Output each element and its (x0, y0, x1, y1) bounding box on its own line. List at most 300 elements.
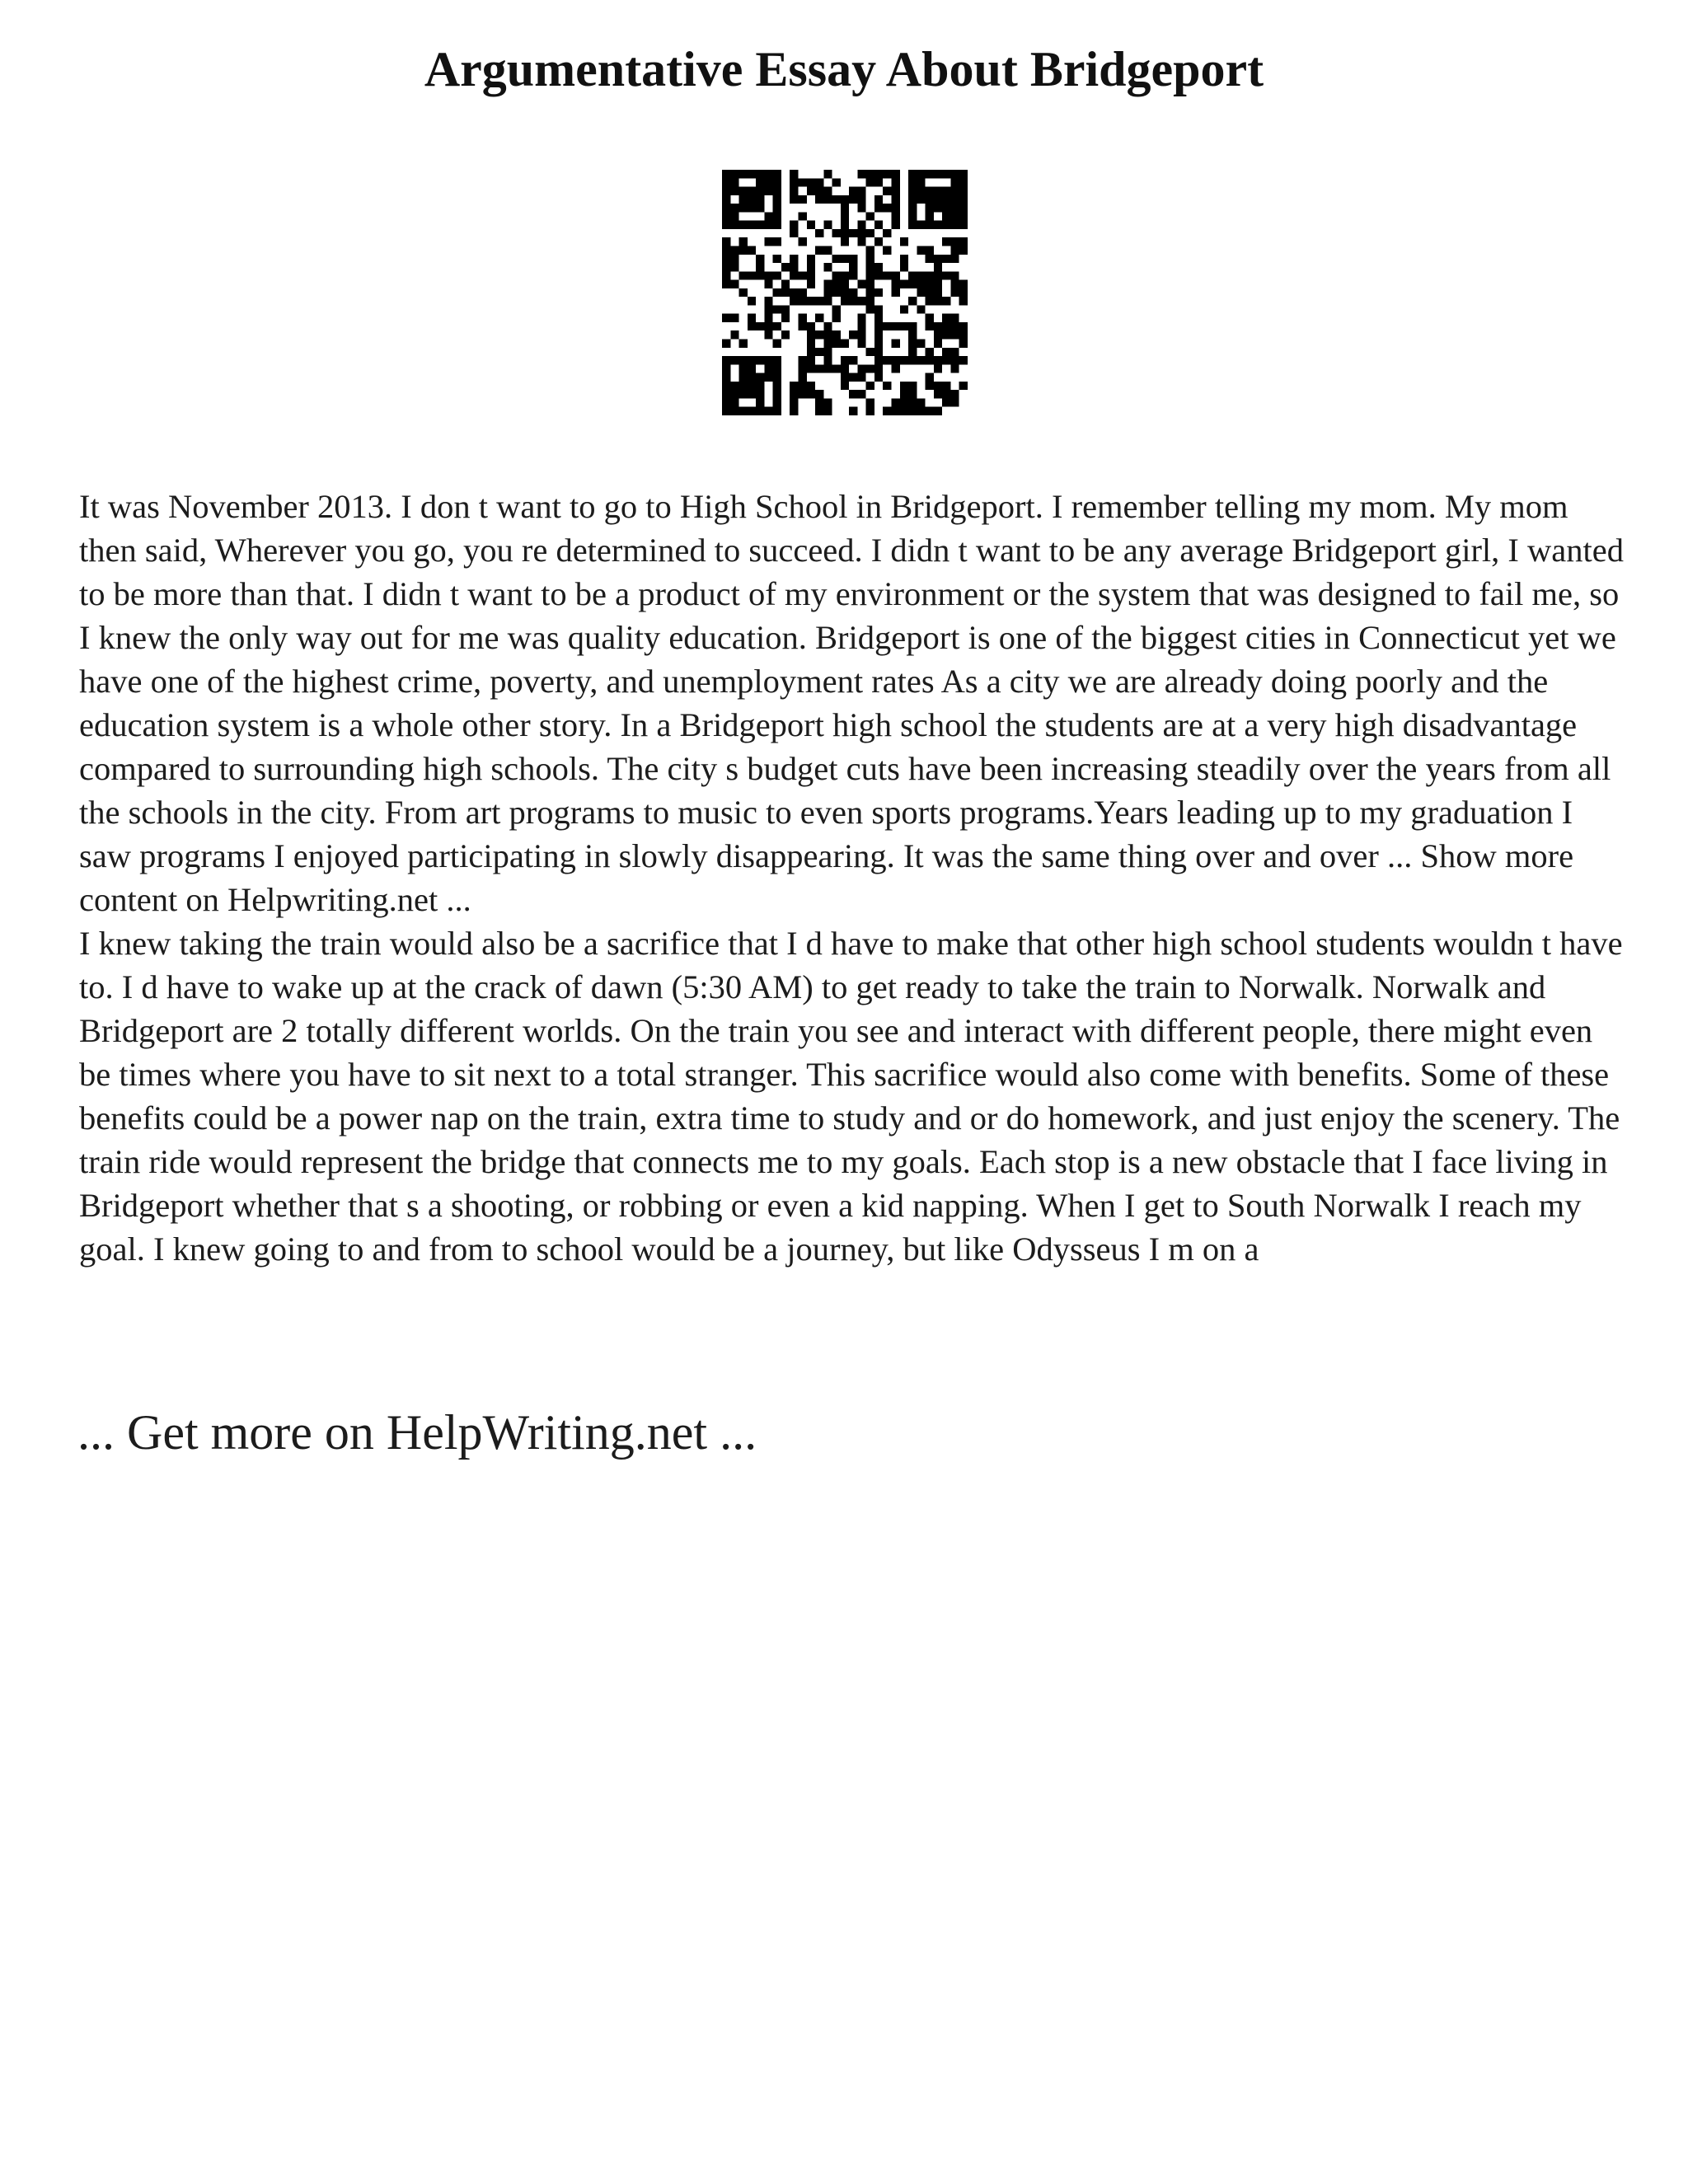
qr-module (823, 356, 832, 364)
qr-module (857, 340, 865, 348)
qr-module (950, 187, 959, 195)
qr-module (756, 407, 764, 415)
qr-module (908, 178, 917, 186)
qr-module (934, 390, 942, 398)
qr-module (739, 364, 748, 373)
qr-module (950, 237, 959, 246)
qr-module (730, 170, 738, 178)
qr-module (908, 398, 917, 406)
qr-module (857, 237, 865, 246)
qr-code[interactable] (722, 170, 968, 415)
qr-module (807, 330, 815, 339)
qr-module (883, 356, 891, 364)
qr-module (722, 271, 730, 279)
qr-module (823, 288, 832, 297)
qr-module (841, 212, 849, 220)
qr-module (849, 229, 857, 237)
qr-module (764, 305, 772, 313)
qr-module (926, 212, 934, 220)
qr-module (950, 178, 959, 186)
qr-module (823, 263, 832, 271)
qr-module (849, 263, 857, 271)
qr-module (959, 204, 968, 212)
qr-module (832, 330, 841, 339)
qr-module (908, 348, 917, 356)
qr-code-graphic (722, 170, 968, 415)
qr-module (748, 221, 756, 229)
qr-module (934, 195, 942, 204)
qr-module (841, 255, 849, 263)
qr-module (790, 382, 798, 390)
qr-module (739, 204, 748, 212)
qr-module (722, 356, 730, 364)
qr-module (934, 322, 942, 330)
qr-module (892, 322, 900, 330)
qr-module (739, 356, 748, 364)
qr-module (841, 340, 849, 348)
qr-module (959, 288, 968, 297)
qr-module (841, 364, 849, 373)
qr-module (959, 356, 968, 364)
qr-module (739, 340, 748, 348)
qr-module (739, 221, 748, 229)
qr-module (934, 280, 942, 288)
qr-module (883, 229, 891, 237)
qr-module (908, 407, 917, 415)
qr-module (722, 204, 730, 212)
qr-module (773, 204, 781, 212)
qr-module (866, 178, 874, 186)
qr-module (764, 221, 772, 229)
qr-module (942, 195, 950, 204)
qr-module (926, 348, 934, 356)
qr-module (832, 288, 841, 297)
qr-module (730, 204, 738, 212)
qr-module (866, 407, 874, 415)
qr-module (866, 364, 874, 373)
qr-module (841, 297, 849, 305)
qr-module (959, 187, 968, 195)
qr-module (756, 204, 764, 212)
qr-module (917, 280, 925, 288)
qr-module (959, 330, 968, 339)
qr-module (773, 178, 781, 186)
qr-module (908, 170, 917, 178)
qr-module (857, 364, 865, 373)
qr-module (756, 398, 764, 406)
qr-module (748, 382, 756, 390)
qr-module (790, 271, 798, 279)
qr-module (892, 364, 900, 373)
qr-module (764, 212, 772, 220)
qr-module (730, 407, 738, 415)
qr-module (781, 330, 790, 339)
qr-module (866, 229, 874, 237)
qr-module (917, 246, 925, 254)
qr-module (756, 382, 764, 390)
qr-module (722, 314, 730, 322)
qr-module (857, 195, 865, 204)
qr-module (934, 297, 942, 305)
qr-module (892, 178, 900, 186)
qr-module (823, 340, 832, 348)
qr-module (900, 382, 908, 390)
qr-module (934, 407, 942, 415)
qr-module (807, 340, 815, 348)
qr-module (959, 340, 968, 348)
qr-module (892, 204, 900, 212)
qr-module (926, 255, 934, 263)
qr-module (773, 288, 781, 297)
qr-module (959, 195, 968, 204)
qr-module (730, 280, 738, 288)
qr-module (790, 255, 798, 263)
qr-module (722, 398, 730, 406)
qr-module (926, 280, 934, 288)
qr-module (883, 407, 891, 415)
qr-module (807, 187, 815, 195)
qr-module (917, 356, 925, 364)
qr-module (773, 212, 781, 220)
qr-module (950, 170, 959, 178)
qr-module (950, 322, 959, 330)
qr-module (950, 212, 959, 220)
get-more-link[interactable]: ... Get more on HelpWriting.net ... (77, 1405, 757, 1460)
qr-module (781, 314, 790, 322)
qr-module (841, 382, 849, 390)
qr-module (849, 373, 857, 382)
qr-module (730, 246, 738, 254)
qr-module (892, 356, 900, 364)
qr-module (874, 364, 883, 373)
qr-module (959, 178, 968, 186)
qr-module (823, 330, 832, 339)
qr-module (807, 263, 815, 271)
qr-module (807, 356, 815, 364)
qr-module (764, 187, 772, 195)
essay-body (79, 485, 1629, 1271)
qr-module (908, 212, 917, 220)
qr-module (764, 322, 772, 330)
qr-module (934, 187, 942, 195)
qr-module (959, 170, 968, 178)
qr-module (823, 398, 832, 406)
qr-module (917, 288, 925, 297)
qr-module (917, 187, 925, 195)
qr-module (781, 280, 790, 288)
qr-module (790, 288, 798, 297)
qr-module (874, 237, 883, 246)
qr-module (874, 170, 883, 178)
qr-module (756, 263, 764, 271)
qr-module (748, 356, 756, 364)
qr-module (892, 407, 900, 415)
qr-module (942, 322, 950, 330)
qr-module (773, 170, 781, 178)
qr-module (790, 263, 798, 271)
qr-module (815, 330, 823, 339)
qr-module (874, 348, 883, 356)
qr-module (832, 314, 841, 322)
qr-module (722, 221, 730, 229)
qr-module (739, 407, 748, 415)
qr-module (756, 356, 764, 364)
qr-module (773, 356, 781, 364)
qr-module (917, 178, 925, 186)
qr-module (748, 407, 756, 415)
qr-module (866, 212, 874, 220)
qr-module (934, 340, 942, 348)
qr-module (739, 373, 748, 382)
qr-module (748, 204, 756, 212)
qr-module (773, 364, 781, 373)
qr-module (857, 297, 865, 305)
qr-module (764, 373, 772, 382)
qr-module (926, 246, 934, 254)
qr-module (823, 348, 832, 356)
qr-module (748, 246, 756, 254)
qr-module (841, 356, 849, 364)
qr-module (849, 297, 857, 305)
qr-module (950, 314, 959, 322)
qr-module (807, 255, 815, 263)
qr-module (748, 364, 756, 373)
qr-module (798, 356, 806, 364)
qr-module (722, 364, 730, 373)
qr-module (748, 195, 756, 204)
qr-module (832, 255, 841, 263)
qr-module (917, 170, 925, 178)
qr-module (874, 305, 883, 313)
qr-module (950, 246, 959, 254)
qr-module (730, 187, 738, 195)
qr-module (849, 195, 857, 204)
qr-module (832, 364, 841, 373)
qr-module (798, 178, 806, 186)
qr-module (722, 340, 730, 348)
qr-module (892, 195, 900, 204)
qr-module (900, 390, 908, 398)
qr-module (908, 195, 917, 204)
qr-module (730, 178, 738, 186)
qr-module (934, 221, 942, 229)
qr-module (790, 407, 798, 415)
qr-module (892, 170, 900, 178)
qr-module (950, 398, 959, 406)
qr-module (950, 255, 959, 263)
qr-module (883, 322, 891, 330)
qr-module (908, 382, 917, 390)
qr-module (832, 178, 841, 186)
qr-module (756, 373, 764, 382)
qr-module (815, 187, 823, 195)
qr-module (781, 288, 790, 297)
qr-module (815, 297, 823, 305)
qr-module (730, 221, 738, 229)
qr-module (892, 221, 900, 229)
qr-module (841, 271, 849, 279)
qr-module (722, 382, 730, 390)
qr-module (926, 314, 934, 322)
qr-module (908, 340, 917, 348)
qr-module (866, 246, 874, 254)
qr-module (874, 204, 883, 212)
qr-module (866, 305, 874, 313)
qr-module (917, 221, 925, 229)
qr-module (823, 187, 832, 195)
qr-module (739, 288, 748, 297)
qr-module (926, 407, 934, 415)
qr-module (900, 237, 908, 246)
qr-module (866, 297, 874, 305)
qr-module (748, 314, 756, 322)
qr-module (730, 255, 738, 263)
qr-module (908, 356, 917, 364)
qr-module (900, 280, 908, 288)
qr-module (790, 178, 798, 186)
qr-module (832, 229, 841, 237)
qr-module (739, 246, 748, 254)
qr-module (874, 178, 883, 186)
qr-module (815, 364, 823, 373)
qr-module (849, 288, 857, 297)
qr-module (917, 398, 925, 406)
qr-module (934, 170, 942, 178)
qr-module (756, 195, 764, 204)
qr-module (730, 382, 738, 390)
qr-module (926, 373, 934, 382)
qr-module (722, 195, 730, 204)
qr-module (950, 195, 959, 204)
qr-module (798, 382, 806, 390)
qr-module (841, 229, 849, 237)
qr-module (790, 229, 798, 237)
qr-module (950, 356, 959, 364)
qr-module (815, 195, 823, 204)
qr-module (764, 237, 772, 246)
qr-module (926, 170, 934, 178)
qr-module (764, 271, 772, 279)
qr-module (773, 390, 781, 398)
qr-module (764, 170, 772, 178)
qr-module (959, 382, 968, 390)
qr-module (883, 204, 891, 212)
qr-module (730, 356, 738, 364)
qr-module (841, 221, 849, 229)
qr-module (926, 187, 934, 195)
qr-module (950, 221, 959, 229)
qr-module (790, 170, 798, 178)
qr-module (900, 407, 908, 415)
qr-module (883, 246, 891, 254)
qr-module (900, 255, 908, 263)
qr-module (739, 187, 748, 195)
qr-module (756, 178, 764, 186)
essay-paragraph-2: I knew taking the train would also be a sacrifice that I d have to make that other high school students wouldn t have to. I d have to wake up at the crack of dawn (5:30 AM) to get ready to take the train to Norwalk. Norwalk and Bridgeport are 2 totally different worlds. On the train you see and interact with different people, there might even be times where you have to sit next to a total stranger. This sacrifice would also come with benefits. Some of these benefits could be a power nap on the train, extra time to study and or do homework, and just enjoy the scenery. The train ride would represent the bridge that connects me to my goals. Each stop is a new obstacle that I face living in Bridgeport whether that s a shooting, or robbing or even a kid napping. When I get to South Norwalk I reach my goal. I knew going to and from to school would be a journey, but like Odysseus I m on a (79, 925, 1623, 1268)
qr-module (900, 305, 908, 313)
qr-module (748, 170, 756, 178)
qr-module (722, 246, 730, 254)
qr-module (773, 382, 781, 390)
qr-module (773, 221, 781, 229)
qr-module (764, 364, 772, 373)
qr-module (756, 187, 764, 195)
qr-module (730, 263, 738, 271)
qr-module (773, 398, 781, 406)
qr-module (815, 348, 823, 356)
qr-module (892, 212, 900, 220)
qr-module (926, 288, 934, 297)
qr-module (959, 246, 968, 254)
qr-module (807, 297, 815, 305)
qr-module (857, 170, 865, 178)
qr-module (874, 340, 883, 348)
qr-module (773, 271, 781, 279)
qr-module (942, 382, 950, 390)
qr-module (807, 221, 815, 229)
qr-module (798, 297, 806, 305)
qr-module (926, 271, 934, 279)
qr-module (934, 255, 942, 263)
qr-module (934, 364, 942, 373)
qr-module (832, 305, 841, 313)
qr-module (908, 330, 917, 339)
qr-module (942, 271, 950, 279)
qr-module (730, 390, 738, 398)
qr-module (823, 297, 832, 305)
qr-module (823, 364, 832, 373)
qr-module (908, 187, 917, 195)
qr-module (942, 255, 950, 263)
qr-module (815, 314, 823, 322)
qr-module (748, 297, 756, 305)
qr-module (926, 356, 934, 364)
qr-module (857, 280, 865, 288)
qr-module (866, 170, 874, 178)
qr-module (917, 195, 925, 204)
qr-module (942, 398, 950, 406)
qr-module (874, 195, 883, 204)
qr-module (730, 212, 738, 220)
qr-module (892, 398, 900, 406)
qr-module (722, 237, 730, 246)
qr-module (926, 204, 934, 212)
qr-module (849, 390, 857, 398)
qr-module (756, 255, 764, 263)
qr-module (857, 221, 865, 229)
qr-module (781, 263, 790, 271)
qr-module (739, 237, 748, 246)
qr-module (798, 288, 806, 297)
qr-module (815, 229, 823, 237)
qr-module (823, 221, 832, 229)
qr-module (950, 390, 959, 398)
qr-module (950, 280, 959, 288)
qr-module (790, 195, 798, 204)
qr-module (722, 407, 730, 415)
qr-module (815, 407, 823, 415)
qr-module (790, 187, 798, 195)
qr-module (773, 407, 781, 415)
qr-module (934, 288, 942, 297)
qr-module (841, 288, 849, 297)
qr-module (849, 356, 857, 364)
qr-module (900, 356, 908, 364)
qr-module (866, 382, 874, 390)
qr-module (722, 280, 730, 288)
qr-module (790, 221, 798, 229)
qr-module (849, 187, 857, 195)
